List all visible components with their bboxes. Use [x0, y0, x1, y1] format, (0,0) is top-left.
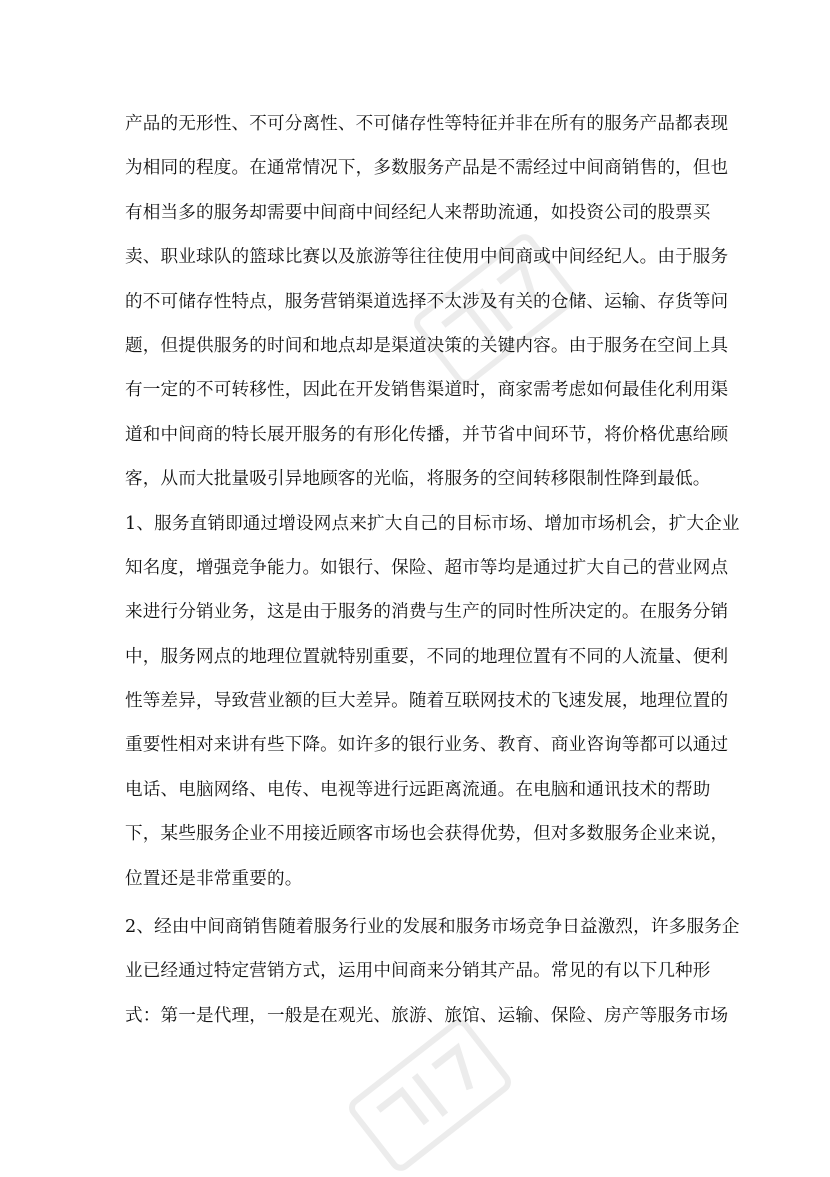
text-line: 下，某些服务企业不用接近顾客市场也会获得优势，但对多数服务企业来说， — [125, 824, 729, 845]
text-line: 题，但提供服务的时间和地点却是渠道决策的关键内容。由于服务在空间上具 — [125, 335, 729, 356]
text-line: 产品的无形性、不可分离性、不可储存性等特征并非在所有的服务产品都表现 — [125, 114, 729, 134]
text-line: 的不可储存性特点，服务营销渠道选择不太涉及有关的仓储、运输、存货等问 — [125, 291, 729, 312]
text-line: 来进行分销业务，这是由于服务的消费与生产的同时性所决定的。在服务分销 — [125, 602, 729, 623]
text-line: 2、经由中间商销售随着服务行业的发展和服务市场竞争日益激烈，许多服务企 — [125, 917, 740, 938]
text-line: 卖、职业球队的篮球比赛以及旅游等往往使用中间商或中间经纪人。由于服务 — [125, 247, 729, 268]
text-line: 性等差异，导致营业额的巨大差异。随着互联网技术的飞速发展，地理位置的 — [125, 691, 729, 712]
text-line: 位置还是非常重要的。 — [125, 868, 303, 889]
text-line: 客，从而大批量吸引异地顾客的光临，将服务的空间转移限制性降到最低。 — [125, 469, 711, 490]
paragraph-direct-sales — [125, 502, 740, 902]
paragraph-intermediary-sales — [125, 905, 740, 1038]
text-line: 有一定的不可转移性，因此在开发销售渠道时，商家需考虑如何最佳化利用渠 — [125, 380, 729, 401]
text-line: 有相当多的服务却需要中间商中间经纪人来帮助流通，如投资公司的股票买 — [125, 202, 711, 223]
text-line: 式：第一是代理，一般是在观光、旅游、旅馆、运输、保险、房产等服务市场 — [125, 1005, 729, 1026]
paragraph-intro — [125, 102, 729, 502]
text-line: 业已经通过特定营销方式，运用中间商来分销其产品。常见的有以下几种形 — [125, 961, 711, 982]
text-line: 为相同的程度。在通常情况下，多数服务产品是不需经过中间商销售的，但也 — [125, 158, 729, 179]
text-line: 中，服务网点的地理位置就特别重要，不同的地理位置有不同的人流量、便利 — [125, 646, 729, 667]
text-line: 1、服务直销即通过增设网点来扩大自己的目标市场、增加市场机会，扩大企业 — [125, 513, 740, 534]
text-line: 道和中间商的特长展开服务的有形化传播，并节省中间环节，将价格优惠给顾 — [125, 424, 729, 445]
body-text — [125, 102, 740, 1038]
text-line: 电话、电脑网络、电传、电视等进行远距离流通。在电脑和通讯技术的帮助 — [125, 779, 711, 800]
text-line: 知名度，增强竞争能力。如银行、保险、超市等均是通过扩大自己的营业网点 — [125, 557, 729, 578]
text-line: 重要性相对来讲有些下降。如许多的银行业务、教育、商业咨询等都可以通过 — [125, 735, 729, 756]
